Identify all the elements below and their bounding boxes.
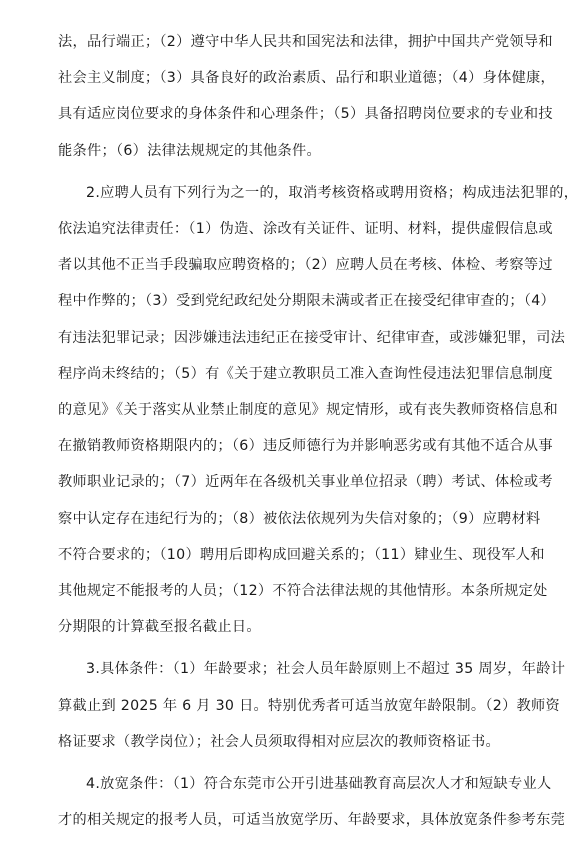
text-line: 不符合要求的；（10）聘用后即构成回避关系的；（11）肄业生、现役军人和 xyxy=(58,546,545,563)
text-line: 有违法犯罪记录；因涉嫌违法违纪正在接受审计、纪律审查，或涉嫌犯罪，司法 xyxy=(58,329,566,346)
text-line: 格证要求（教学岗位）；社会人员须取得相对应层次的教师资格证书。 xyxy=(58,733,501,750)
text-line: 具有适应岗位要求的身体条件和心理条件；（5）具备招聘岗位要求的专业和技 xyxy=(58,106,553,123)
text-line: 3.具体条件：（1）年龄要求；社会人员年龄原则上不超过 35 周岁，年龄计 xyxy=(86,661,566,678)
text-line: 的意见》《关于落实从业禁止制度的意见》规定情形，或有丧失教师资格信息和 xyxy=(58,402,558,419)
paragraph-relaxed-conditions xyxy=(58,766,566,838)
text-line: 程序尚未终结的；（5）有《关于建立教职员工准入查询性侵违法犯罪信息制度 xyxy=(58,365,553,382)
paragraph-disqualification xyxy=(58,175,579,646)
text-line: 教师职业记录的；（7）近两年在各级机关事业单位招录（聘）考试、体检或考 xyxy=(58,474,553,491)
text-line: 者以其他不正当手段骗取应聘资格的；（2）应聘人员在考核、体检、考察等过 xyxy=(58,257,553,274)
paragraph-qualifications-continued xyxy=(58,24,556,169)
text-line: 其他规定不能报考的人员；（12）不符合法律法规的其他情形。本条所规定处 xyxy=(58,583,548,600)
text-line: 4.放宽条件：（1）符合东莞市公开引进基础教育高层次人才和短缺专业人 xyxy=(86,776,552,793)
paragraph-specific-conditions xyxy=(58,651,566,760)
text-line: 察中认定存在违纪行为的；（8）被依法依规列为失信对象的；（9）应聘材料 xyxy=(58,510,541,527)
text-line: 程中作弊的；（3）受到党纪政纪处分期限未满或者正在接受纪律审查的；（4） xyxy=(58,293,556,310)
text-line: 能条件；（6）法律法规规定的其他条件。 xyxy=(58,142,322,159)
text-line: 分期限的计算截至报名截止日。 xyxy=(58,619,261,636)
text-line: 算截止到 2025 年 6 月 30 日。特别优秀者可适当放宽年龄限制。（2）教师资 xyxy=(58,697,561,714)
text-line: 才的相关规定的报考人员，可适当放宽学历、年龄要求，具体放宽条件参考东莞 xyxy=(58,812,566,829)
text-line: 法，品行端正；（2）遵守中华人民共和国宪法和法律，拥护中国共产党领导和 xyxy=(58,34,553,50)
text-line: 社会主义制度；（3）具备良好的政治素质、品行和职业道德；（4）身体健康， xyxy=(58,70,556,87)
text-line: 2.应聘人员有下列行为之一的，取消考核资格或聘用资格；构成违法犯罪的， xyxy=(86,184,579,201)
text-line: 在撤销教师资格期限内的；（6）违反师德行为并影响恶劣或有其他不适合从事 xyxy=(58,438,553,455)
text-line: 依法追究法律责任：（1）伪造、涂改有关证件、证明、材料，提供虚假信息或 xyxy=(58,221,553,238)
